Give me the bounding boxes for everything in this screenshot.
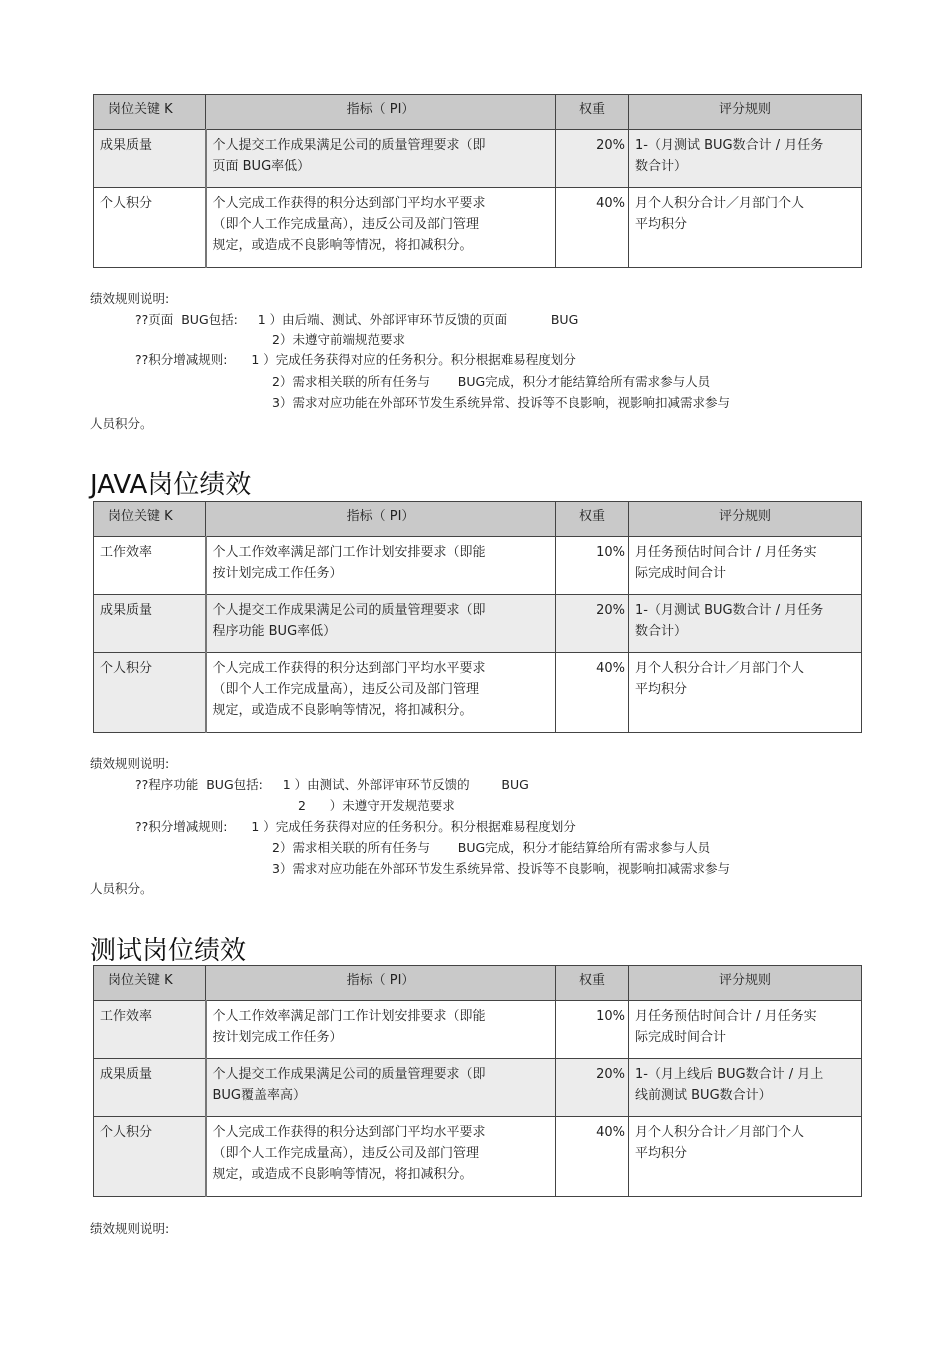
row-rule: 月个人积分合计／月部门个人 平均积分 (629, 1117, 862, 1197)
kpi-table-test (93, 965, 862, 1197)
header-rule: 评分规则 (629, 966, 862, 1001)
row-rule: 1-（月测试 BUG数合计 / 月任务 数合计） (629, 595, 862, 653)
kpi-table-frontend (93, 94, 862, 268)
notes-line: 2）需求相关联的所有任务与 BUG完成，积分才能结算给所有需求参与人员 (272, 374, 711, 389)
header-rule: 评分规则 (629, 502, 862, 537)
table-header (94, 95, 862, 130)
row-name: 个人积分 (94, 653, 206, 733)
row-pi: 个人提交工作成果满足公司的质量管理要求（即 程序功能 BUG率低） (206, 595, 556, 653)
row-pi: 个人完成工作获得的积分达到部门平均水平要求 （即个人工作完成量高），违反公司及部门管理 规定，或造成不良影响等情况，将扣减积分。 (206, 188, 556, 268)
table-row (94, 1059, 862, 1117)
header-rule: 评分规则 (629, 95, 862, 130)
row-name: 个人积分 (94, 188, 206, 268)
row-rule: 1-（月上线后 BUG数合计 / 月上 线前测试 BUG数合计） (629, 1059, 862, 1117)
notes-line: 2）需求相关联的所有任务与 BUG完成，积分才能结算给所有需求参与人员 (272, 840, 711, 855)
row-weight: 10% (556, 537, 629, 595)
row-weight: 20% (556, 130, 629, 188)
notes-line: 3）需求对应功能在外部环节发生系统异常、投诉等不良影响，视影响扣减需求参与 (272, 861, 730, 876)
notes-line: 2）未遵守前端规范要求 (272, 332, 405, 347)
notes-line: ??程序功能 BUG包括: 1 ）由测试、外部评审环节反馈的 BUG (135, 777, 529, 792)
row-pi: 个人完成工作获得的积分达到部门平均水平要求 （即个人工作完成量高），违反公司及部门管理 规定，或造成不良影响等情况，将扣减积分。 (206, 653, 556, 733)
header-weight: 权重 (556, 95, 629, 130)
row-name: 成果质量 (94, 595, 206, 653)
header-pi: 指标（ PI） (206, 95, 556, 130)
row-rule: 月任务预估时间合计 / 月任务实 际完成时间合计 (629, 1001, 862, 1059)
row-weight: 40% (556, 653, 629, 733)
notes-line: 2 ）未遵守开发规范要求 (298, 798, 455, 813)
kpi-table-java (93, 501, 862, 733)
header-k: 岗位关键 K (94, 95, 206, 130)
row-pi: 个人提交工作成果满足公司的质量管理要求（即 BUG覆盖率高） (206, 1059, 556, 1117)
notes-line: ??页面 BUG包括: 1 ）由后端、测试、外部评审环节反馈的页面 BUG (135, 312, 579, 327)
row-name: 成果质量 (94, 130, 206, 188)
notes-line: ??积分增减规则: 1 ）完成任务获得对应的任务积分。积分根据难易程度划分 (135, 352, 576, 367)
row-weight: 20% (556, 1059, 629, 1117)
header-pi: 指标（ PI） (206, 502, 556, 537)
table-row (94, 653, 862, 733)
row-weight: 20% (556, 595, 629, 653)
table-row (94, 595, 862, 653)
header-k: 岗位关键 K (94, 966, 206, 1001)
table-row (94, 1001, 862, 1059)
table-header (94, 502, 862, 537)
row-rule: 1-（月测试 BUG数合计 / 月任务 数合计） (629, 130, 862, 188)
row-rule: 月任务预估时间合计 / 月任务实 际完成时间合计 (629, 537, 862, 595)
notes-line: 人员积分。 (90, 416, 153, 431)
row-name: 工作效率 (94, 537, 206, 595)
notes-line: 人员积分。 (90, 881, 153, 896)
header-k: 岗位关键 K (94, 502, 206, 537)
section-title-test: 测试岗位绩效 (90, 936, 247, 966)
row-rule: 月个人积分合计／月部门个人 平均积分 (629, 653, 862, 733)
row-weight: 40% (556, 188, 629, 268)
row-name: 个人积分 (94, 1117, 206, 1197)
table-row (94, 537, 862, 595)
row-pi: 个人提交工作成果满足公司的质量管理要求（即 页面 BUG率低） (206, 130, 556, 188)
table-row (94, 1117, 862, 1197)
row-weight: 10% (556, 1001, 629, 1059)
header-weight: 权重 (556, 502, 629, 537)
row-pi: 个人工作效率满足部门工作计划安排要求（即能 按计划完成工作任务） (206, 537, 556, 595)
row-weight: 40% (556, 1117, 629, 1197)
header-pi: 指标（ PI） (206, 966, 556, 1001)
notes-title: 绩效规则说明: (90, 291, 170, 306)
table-row (94, 130, 862, 188)
notes-title: 绩效规则说明: (90, 756, 170, 771)
row-name: 成果质量 (94, 1059, 206, 1117)
row-pi: 个人完成工作获得的积分达到部门平均水平要求 （即个人工作完成量高），违反公司及部门管理 规定，或造成不良影响等情况，将扣减积分。 (206, 1117, 556, 1197)
table-header (94, 966, 862, 1001)
row-rule: 月个人积分合计／月部门个人 平均积分 (629, 188, 862, 268)
table-row (94, 188, 862, 268)
header-weight: 权重 (556, 966, 629, 1001)
notes-line: ??积分增减规则: 1 ）完成任务获得对应的任务积分。积分根据难易程度划分 (135, 819, 576, 834)
notes-line: 3）需求对应功能在外部环节发生系统异常、投诉等不良影响，视影响扣减需求参与 (272, 395, 730, 410)
section-title-java: JAVA岗位绩效 (90, 470, 252, 500)
notes-title: 绩效规则说明: (90, 1221, 170, 1236)
row-name: 工作效率 (94, 1001, 206, 1059)
row-pi: 个人工作效率满足部门工作计划安排要求（即能 按计划完成工作任务） (206, 1001, 556, 1059)
